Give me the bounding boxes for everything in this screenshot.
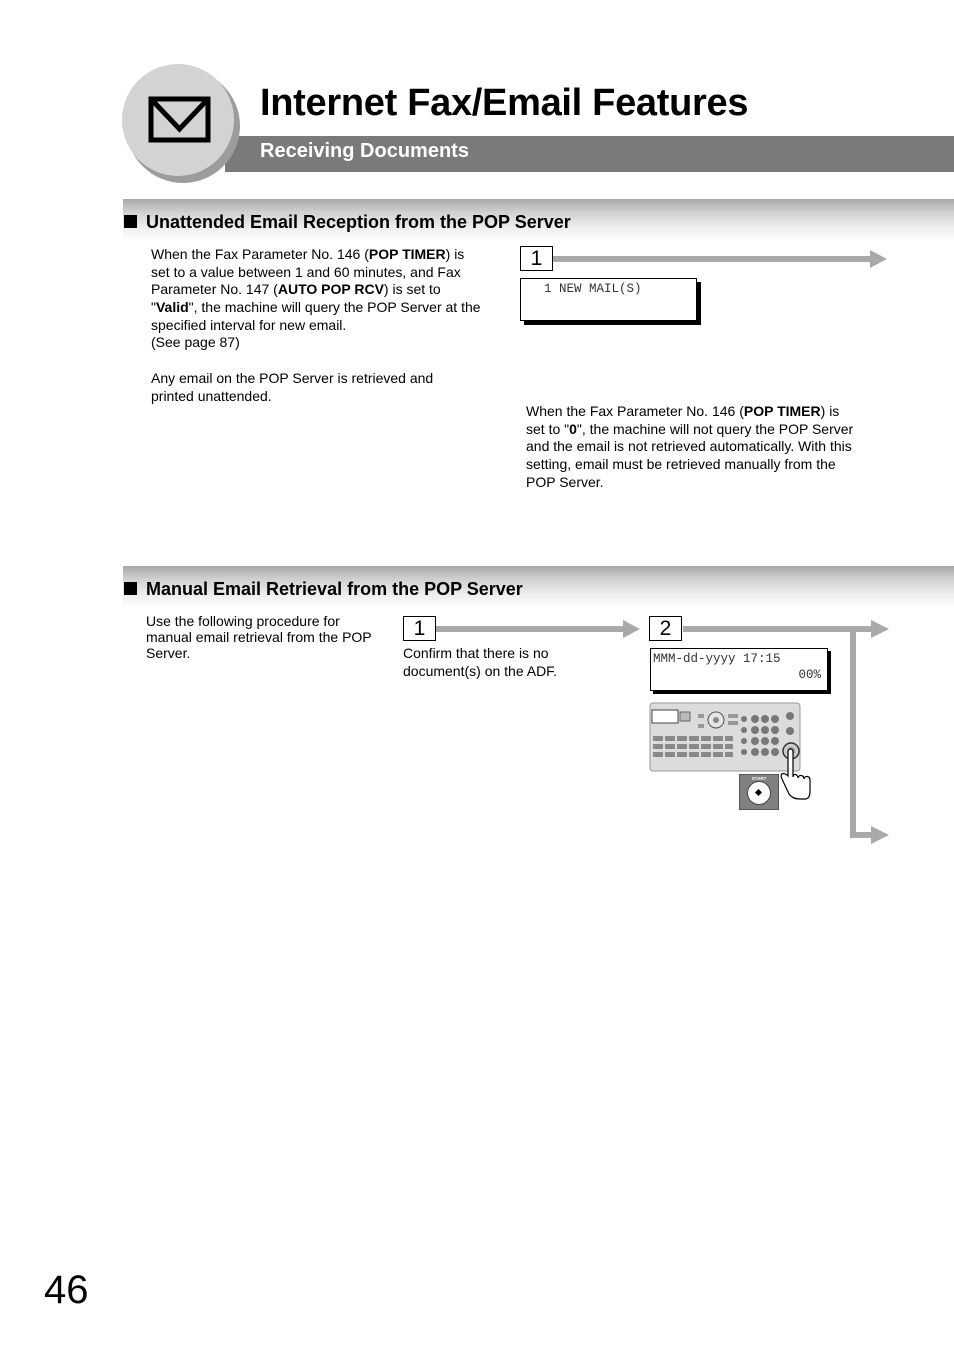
lcd-date-line: MMM-dd-yyyy 17:15	[653, 652, 781, 666]
bold-term: 0	[569, 420, 577, 437]
step-number-1: 1	[403, 616, 436, 641]
square-bullet-icon	[124, 582, 137, 595]
square-bullet-icon	[124, 215, 137, 228]
bold-term: POP TIMER	[368, 246, 446, 262]
bold-term: AUTO POP RCV	[277, 281, 384, 298]
start-label: START	[751, 776, 767, 781]
text-run: ) is set to "	[151, 281, 441, 316]
description-paragraph: Any email on the POP Server is retrieved and printed unattended.	[151, 370, 434, 404]
text-run: When the Fax Parameter No. 146 (	[151, 246, 369, 262]
section-heading-text: Manual Email Retrieval from the POP Server	[146, 579, 523, 599]
section-heading-text: Unattended Email Reception from the POP Server	[146, 212, 571, 232]
see-page-reference: (See page 87)	[151, 334, 240, 350]
text-run: ) is set to a value between 1 and 60 minutes, and Fax Parameter No. 147 (	[151, 246, 465, 298]
envelope-icon	[151, 99, 208, 140]
start-button-icon	[739, 774, 779, 810]
page-title: Internet Fax/Email Features	[260, 82, 749, 124]
step-instruction: Confirm that there is no document(s) on the ADF.	[403, 645, 558, 679]
lcd-text: 1 NEW MAIL(S)	[544, 282, 642, 296]
intro-paragraph: Use the following procedure for manual email retrieval from the POP Server.	[146, 613, 372, 661]
text-run: ", the machine will query the POP Server at the specified interval for new email.	[151, 299, 481, 333]
text-run: When the Fax Parameter No. 146 (	[526, 403, 744, 419]
step-arrow	[553, 250, 887, 268]
section-heading	[124, 579, 523, 600]
page-number: 46	[44, 1268, 89, 1312]
section-heading	[124, 212, 571, 233]
start-circle	[747, 781, 771, 805]
bold-term: POP TIMER	[743, 403, 821, 419]
diamond-icon	[755, 789, 762, 796]
bold-term: Valid	[155, 299, 189, 316]
text-run: ", the machine will not query the POP Server and the email is not retrieved automatically. With this setting, email must be retrieved manually from the POP Server.	[526, 420, 854, 490]
note-paragraph	[526, 403, 854, 492]
description-paragraph	[151, 246, 481, 335]
text-run: ) is set to "	[526, 403, 840, 437]
lcd-percent-line: 00%	[798, 668, 821, 682]
step-number-2: 2	[649, 616, 682, 641]
step-arrow	[436, 620, 640, 638]
page-subtitle: Receiving Documents	[260, 140, 469, 162]
control-panel-icon	[650, 703, 800, 771]
lcd-display	[650, 648, 828, 691]
step-number-1: 1	[520, 246, 553, 271]
lcd-display	[520, 278, 697, 321]
